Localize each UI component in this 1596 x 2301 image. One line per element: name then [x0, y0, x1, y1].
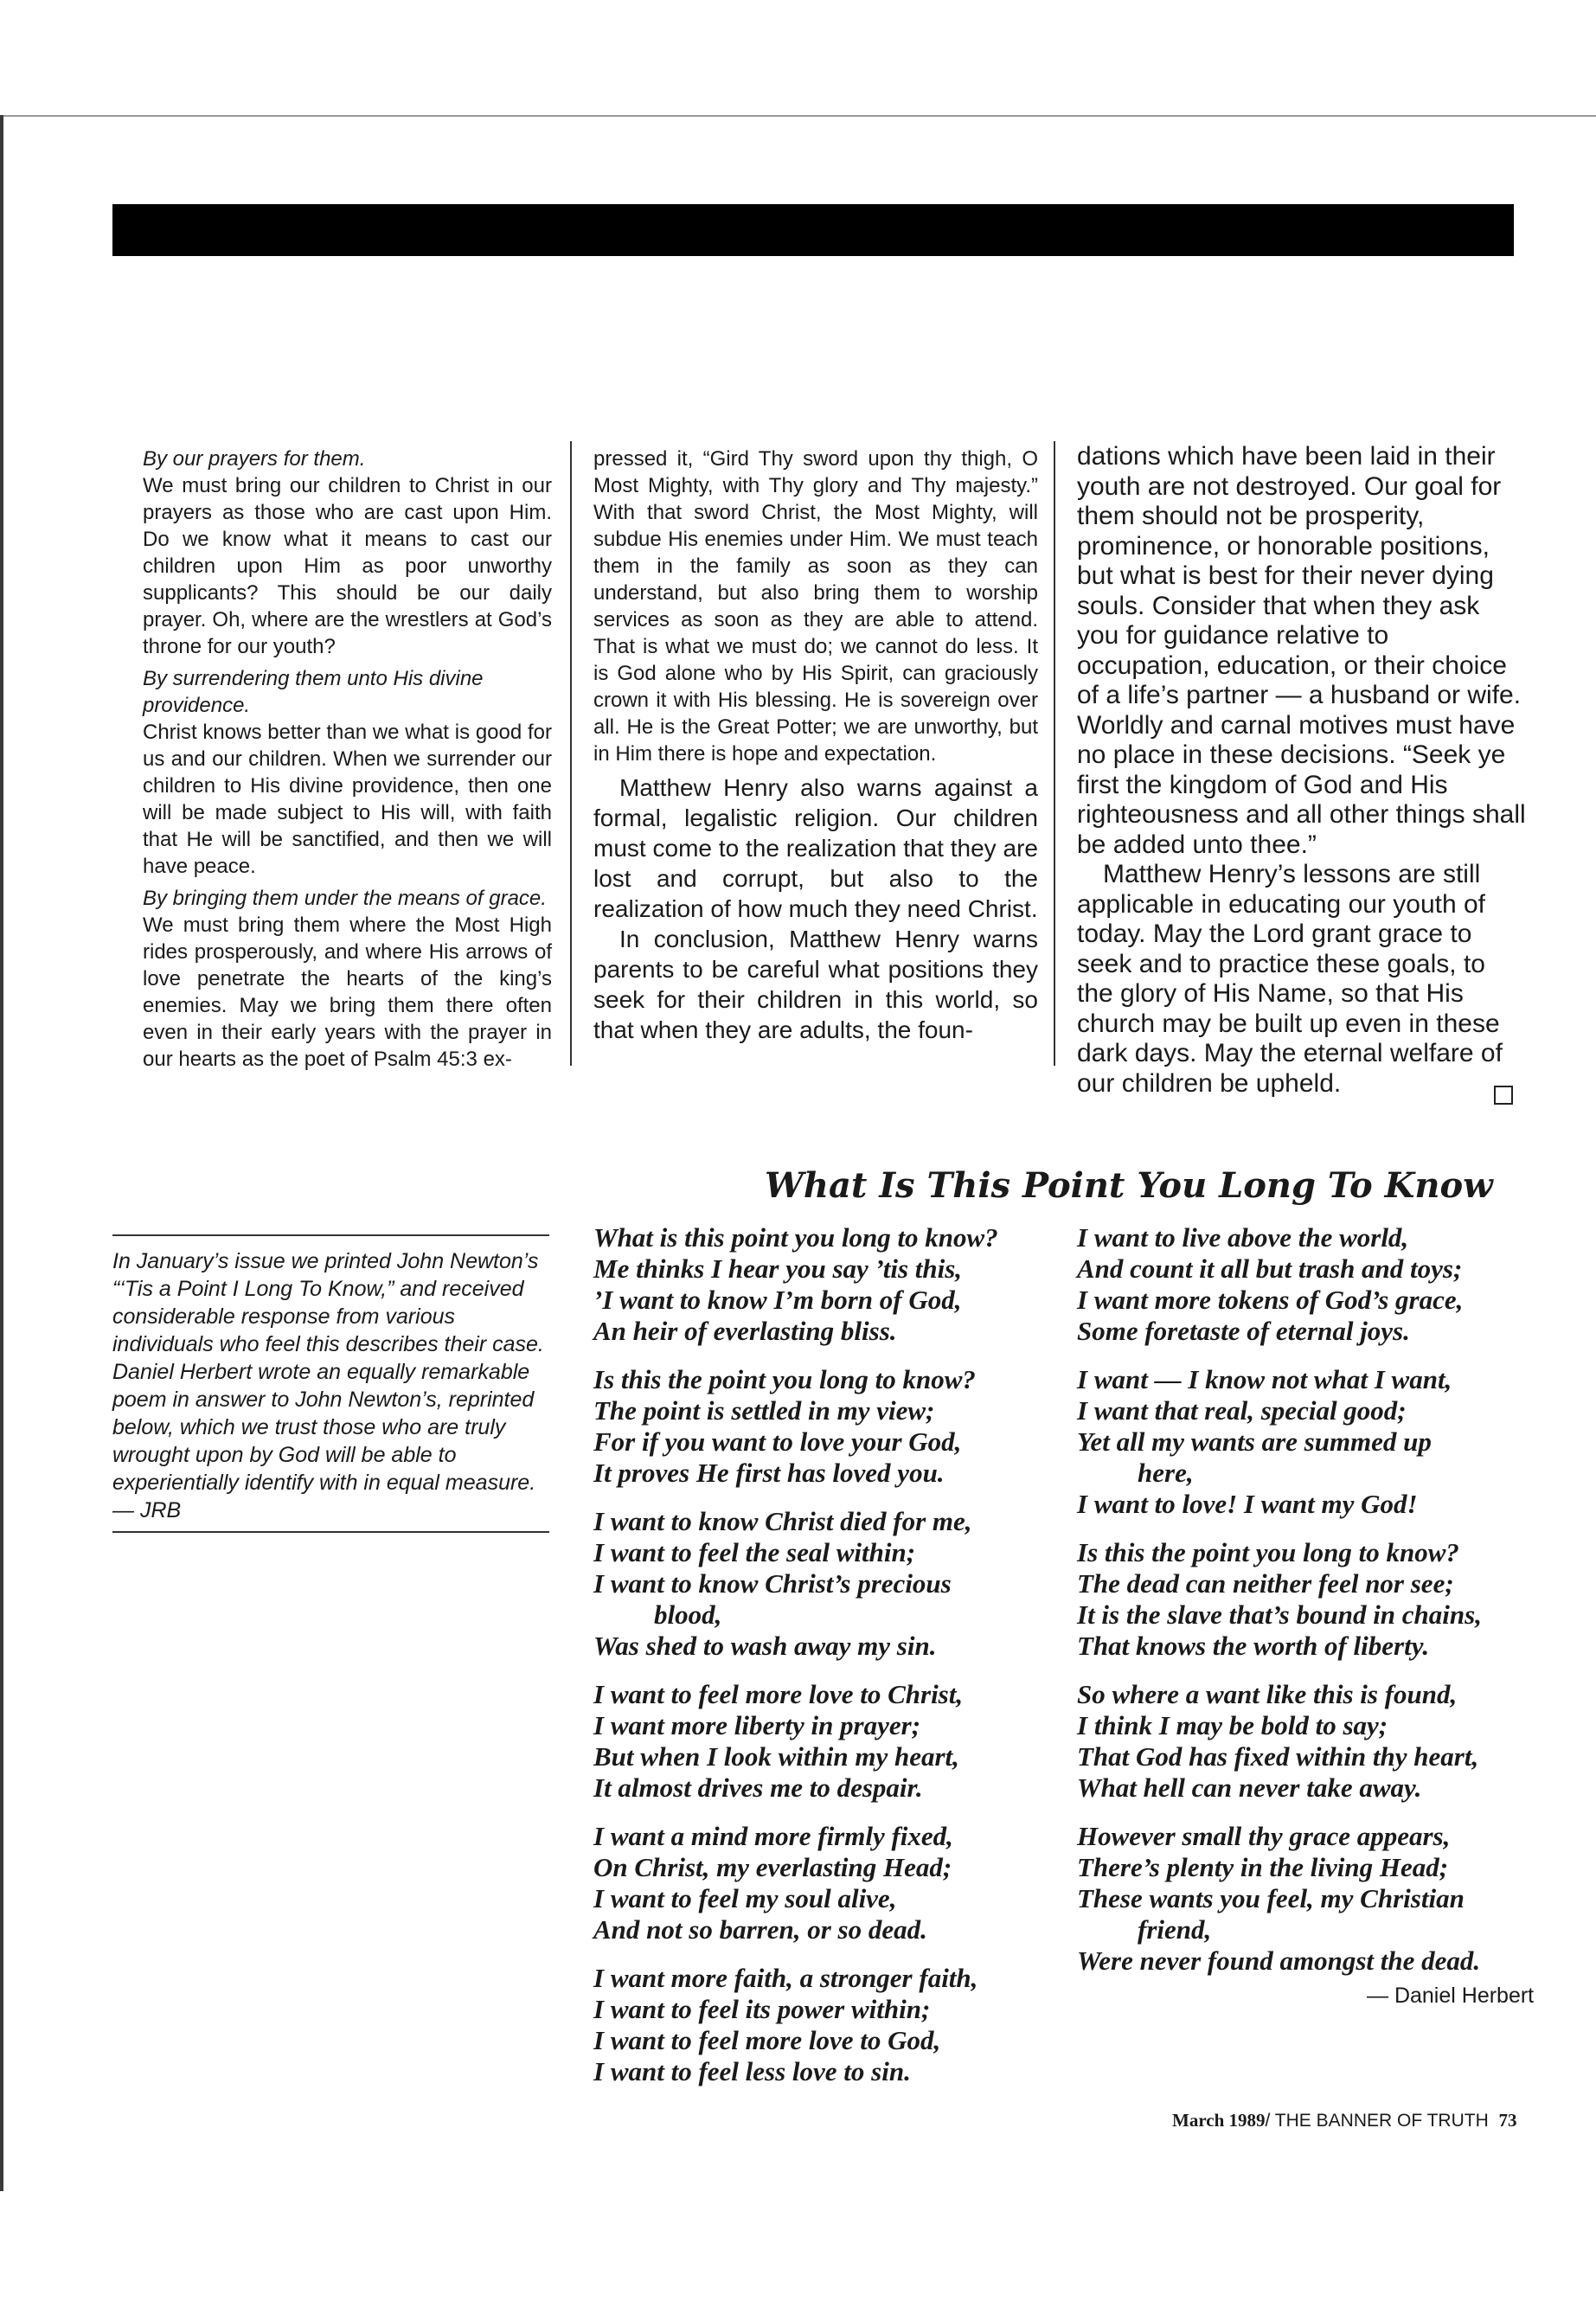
article-column-3 [1077, 442, 1527, 1099]
poem-line: I think I may be bold to say; [1077, 1710, 1388, 1740]
poem-line: An heir of everlasting bliss. [593, 1316, 897, 1346]
poem-line: I want to know Christ’s precious [593, 1568, 952, 1599]
poem-stanza [1077, 1364, 1527, 1520]
poem-line: That God has fixed within thy heart, [1077, 1741, 1479, 1772]
poem-stanza [593, 1679, 1061, 1804]
intro-top-rule [112, 1234, 549, 1236]
poem-line: I want to know Christ died for me, [593, 1506, 972, 1536]
body-paragraph: We must bring our children to Christ in our prayers as those who are cast upon Him. Do we know what it means to cast our children upon Him as poor unworthy supplicants? This should be our daily prayer. Oh, where are the wrestlers at God’s throne for our youth? [143, 474, 552, 658]
poem-stanza [1077, 1222, 1527, 1347]
body-paragraph: In conclusion, Matthew Henry warns parents to be careful what positions they seek for their children in this world, so that when they are adults, the foun- [593, 926, 1038, 1043]
body-paragraph: We must bring them where the Most High rides prosperously, and where His arrows of love penetrate the hearts of the king’s enemies. May we bring them there often even in their early years with the prayer in our hearts as the poet of Psalm 45:3 ex- [143, 913, 552, 1071]
poem-line: here, [1138, 1458, 1194, 1488]
poem-stanza [593, 1506, 1061, 1662]
poem-intro-note: In January’s issue we printed John Newton’s “‘Tis a Point I Long To Know,” and received considerable response from various individuals who feel this describes their case. Daniel Herbert wrote an equally remarkable poem in answer to John Newton’s, reprinted below, which we trust those who are truly wrought upon by God will be able to experientially identify with in equal measure. — JRB [112, 1249, 544, 1522]
poem-line: Some foretaste of eternal joys. [1077, 1316, 1410, 1346]
poem-line: I want to feel more love to Christ, [593, 1679, 964, 1709]
poem-stanza [1077, 1679, 1527, 1804]
column-2-quote: pressed it, “Gird Thy sword upon thy thigh, O Most Mighty, with Thy glory and Thy majesty.” With that sword Christ, the Most Mighty, will subdue His enemies under Him. We must teach them in the family as soon as they can understand, but also bring them to worship services as soon as they are able to attend. That is what we must do; we cannot do less. It is God alone who by His Spirit, can graciously crown it with His blessing. He is sovereign over all. He is the Great Potter; we are unworthy, but in Him there is hope and expectation. [593, 447, 1038, 766]
poem-line: I want more tokens of God’s grace, [1077, 1285, 1464, 1315]
poem-line: But when I look within my heart, [593, 1741, 959, 1772]
header-black-bar [112, 204, 1514, 256]
poem-line: I want to feel my soul alive, [593, 1883, 897, 1913]
footer-date: March 1989 [1172, 2110, 1266, 2131]
section-subheading: By surrendering them unto His divine providence. [143, 667, 484, 717]
poem-line: Was shed to wash away my sin. [593, 1631, 937, 1661]
poem-line: And count it all but trash and toys; [1077, 1253, 1463, 1284]
poem-line: The point is settled in my view; [593, 1395, 935, 1426]
intro-bottom-rule [112, 1531, 549, 1533]
page-top-rule [0, 115, 1596, 117]
poem-line: So where a want like this is found, [1077, 1679, 1458, 1709]
section-subheading: By bringing them under the means of grace. [143, 887, 547, 910]
poem-line: Is this the point you long to know? [593, 1364, 976, 1394]
end-of-article-mark [1494, 1086, 1513, 1105]
poem-right-column [1077, 1222, 1527, 1994]
body-paragraph: Christ knows better than we what is good for us and our children. When we surrender our children to His divine providence, then one will be made subject to His will, with faith that He will be sanctified, and then we will have peace. [143, 721, 552, 878]
poem-line: That knows the worth of liberty. [1077, 1631, 1430, 1661]
poem-line: However small thy grace appears, [1077, 1821, 1451, 1851]
body-paragraph: Matthew Henry’s lessons are still applicable in educating our youth of today. May the Lord grant grace to seek and to practice these goals, to the glory of His Name, so that His church may be built up even in these dark days. May the eternal welfare of our children be upheld. [1077, 860, 1503, 1098]
poem-line: And not so barren, or so dead. [593, 1914, 927, 1945]
poem-line: I want to feel its power within; [593, 1994, 931, 2024]
section-subheading: By our prayers for them. [143, 447, 366, 471]
poem-line: I want to feel the seal within; [593, 1537, 916, 1567]
poem-line: friend, [1138, 1914, 1212, 1945]
poem-line: I want — I know not what I want, [1077, 1364, 1452, 1394]
poem-line: Me thinks I hear you say ’tis this, [593, 1253, 963, 1284]
poem-line: Yet all my wants are summed up [1077, 1426, 1432, 1457]
body-paragraph: dations which have been laid in their youth are not destroyed. Our goal for them should not be prosperity, prominence, or honorable positions, but what is best for their never dying souls. Consider that when they ask you for guidance relative to occupation, education, or their choice of a life’s partner — a husband or wife. Worldly and carnal motives must have no place in these decisions. “Seek ye first the kingdom of God and His righteousness and all other things shall be added unto thee.” [1077, 442, 1526, 859]
footer-publication: / THE BANNER OF TRUTH [1265, 2111, 1489, 2131]
poem-line: It proves He first has loved you. [593, 1458, 945, 1488]
body-paragraph: Matthew Henry also warns against a formal, legalistic religion. Our children must come to the realization that they are lost and corrupt, but also to the realization of how much they need Christ. [593, 774, 1038, 922]
poem-line: Is this the point you long to know? [1077, 1537, 1459, 1567]
poem-line: ’I want to know I’m born of God, [593, 1285, 962, 1315]
poem-stanza [1077, 1537, 1527, 1662]
poem-line: The dead can neither feel nor see; [1077, 1568, 1454, 1599]
poem-line: It almost drives me to despair. [593, 1772, 923, 1803]
poem-stanza [593, 1963, 1061, 2087]
column-2-paragraphs [593, 772, 1038, 1045]
column-divider [570, 441, 572, 1066]
footer-page-number: 73 [1498, 2110, 1517, 2131]
poem-stanza [593, 1821, 1061, 1945]
poem-left-column [593, 1222, 1061, 2105]
poem-line: For if you want to love your God, [593, 1426, 962, 1457]
poem-line: It is the slave that’s bound in chains, [1077, 1599, 1482, 1630]
poem-stanza [593, 1364, 1061, 1489]
poem-line: blood, [654, 1599, 722, 1630]
article-column-2 [593, 445, 1038, 1045]
poem-line: On Christ, my everlasting Head; [593, 1852, 952, 1882]
poem-line: I want more faith, a stronger faith, [593, 1963, 978, 1993]
poem-line: What hell can never take away. [1077, 1772, 1422, 1803]
article-column-1 [143, 445, 552, 1073]
scan-edge [0, 115, 3, 2191]
poem-line: I want a mind more firmly fixed, [593, 1821, 953, 1851]
poem-line: I want more liberty in prayer; [593, 1710, 921, 1740]
poem-line: What is this point you long to know? [593, 1222, 998, 1253]
poem-line: Were never found amongst the dead. [1077, 1945, 1481, 1976]
poem-line: I want to feel less love to sin. [593, 2056, 911, 2086]
page-footer [1172, 2110, 1516, 2131]
poem-stanza [1077, 1821, 1527, 1977]
poem-stanza [593, 1222, 1061, 1347]
poem-author: — Daniel Herbert [1367, 1984, 1535, 2008]
poem-line: These wants you feel, my Christian [1077, 1883, 1465, 1913]
poem-line: I want to feel more love to God, [593, 2025, 941, 2055]
column-divider [1054, 441, 1055, 1066]
poem-line: I want to live above the world, [1077, 1222, 1409, 1253]
poem-line: I want to love! I want my God! [1077, 1489, 1418, 1519]
poem-title: What Is This Point You Long To Know [765, 1165, 1493, 1206]
poem-line: There’s plenty in the living Head; [1077, 1852, 1449, 1882]
poem-line: I want that real, special good; [1077, 1395, 1407, 1426]
